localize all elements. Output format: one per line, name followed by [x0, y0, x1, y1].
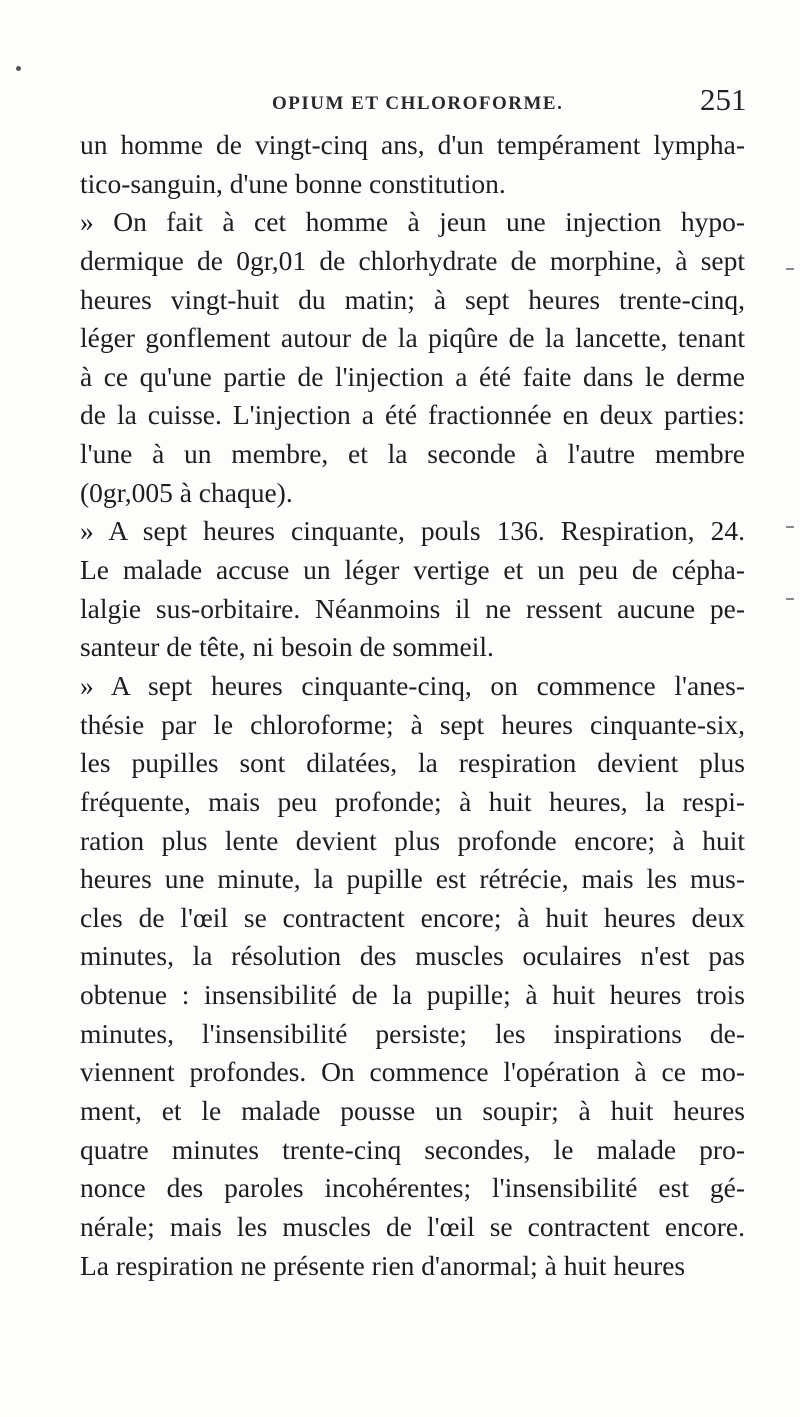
- text-line: léger gonflement autour de la piqûre de la lancette, tenant: [80, 322, 745, 354]
- text-line: à ce qu'une partie de l'injection a été faite dans le derme: [80, 360, 745, 392]
- text-line: santeur de tête, ni besoin de sommeil.: [80, 631, 494, 663]
- text-line: fréquente, mais peu profonde; à huit heures, la respi-: [80, 785, 745, 817]
- text-line: quatre minutes trente-cinq secondes, le malade pro-: [80, 1133, 745, 1165]
- text-line: thésie par le chloroforme; à sept heures cinquante-six,: [80, 708, 745, 740]
- text-line: ration plus lente devient plus profonde encore; à huit: [80, 824, 745, 856]
- text-line: nonce des paroles incohérentes; l'insensibilité est gé-: [80, 1172, 745, 1204]
- text-line: heures vingt-huit du matin; à sept heures trente-cinq,: [80, 283, 745, 315]
- text-line: » A sept heures cinquante-cinq, on commence l'anes-: [80, 669, 745, 701]
- edge-mark: [786, 268, 794, 270]
- text-line: l'une à un membre, et la seconde à l'autre membre: [80, 438, 745, 470]
- text-line: » A sept heures cinquante, pouls 136. Respiration, 24.: [80, 515, 745, 547]
- text-line: les pupilles sont dilatées, la respiration devient plus: [80, 747, 745, 779]
- running-title: OPIUM ET CHLOROFORME.: [272, 93, 564, 114]
- text-line: de la cuisse. L'injection a été fractionnée en deux parties:: [80, 399, 745, 431]
- text-line: nérale; mais les muscles de l'œil se contractent encore.: [80, 1210, 745, 1242]
- edge-mark: [786, 526, 794, 528]
- text-line: viennent profondes. On commence l'opération à ce mo-: [80, 1056, 745, 1088]
- text-line: ment, et le malade pousse un soupir; à huit heures: [80, 1095, 745, 1127]
- page-number: 251: [700, 82, 747, 117]
- text-line: dermique de 0gr,01 de chlorhydrate de morphine, à sept: [80, 244, 745, 276]
- edge-mark: [786, 598, 794, 600]
- text-line: Le malade accuse un léger vertige et un peu de cépha-: [80, 554, 745, 586]
- text-line: un homme de vingt-cinq ans, d'un tempérament lympha-: [80, 129, 745, 160]
- text-line: tico-sanguin, d'une bonne constitution.: [80, 167, 506, 199]
- text-line: La respiration ne présente rien d'anormal; à huit heures: [80, 1249, 686, 1281]
- text-line: obtenue : insensibilité de la pupille; à huit heures trois: [80, 979, 745, 1011]
- text-line: (0gr,005 à chaque).: [80, 476, 293, 508]
- ink-speck: [16, 66, 21, 71]
- text-line: heures une minute, la pupille est rétrécie, mais les mus-: [80, 863, 745, 895]
- text-line: cles de l'œil se contractent encore; à huit heures deux: [80, 901, 745, 933]
- text-line: lalgie sus-orbitaire. Néanmoins il ne ressent aucune pe-: [80, 592, 745, 624]
- body-text: [80, 126, 745, 1285]
- text-line: » On fait à cet homme à jeun une injection hypo-: [80, 206, 745, 238]
- text-line: minutes, l'insensibilité persiste; les inspirations de-: [80, 1017, 745, 1049]
- text-line: minutes, la résolution des muscles oculaires n'est pas: [80, 940, 745, 972]
